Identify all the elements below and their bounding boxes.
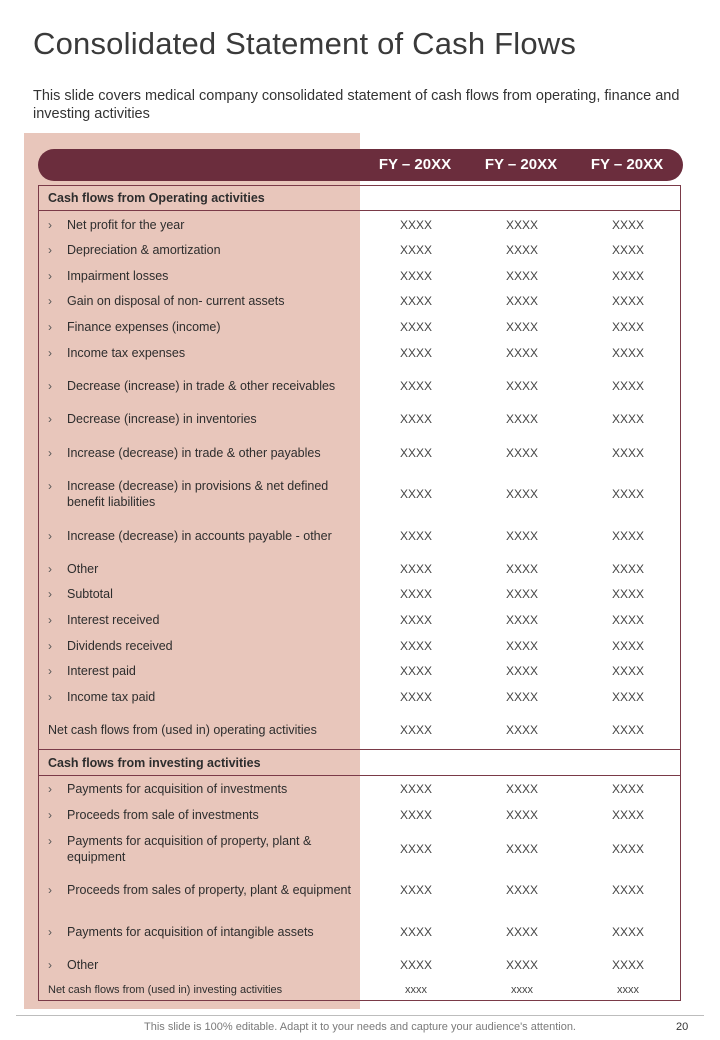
bullet-chevron-icon: › (48, 562, 52, 576)
bullet-chevron-icon: › (48, 690, 52, 704)
row-label-text: Increase (decrease) in provisions & net defined benefit liabilities (67, 479, 329, 509)
row-label-text: Payments for acquisition of property, plant & equipment (67, 834, 312, 864)
table-cell-value: XXXX (505, 925, 538, 939)
table-cell-value: XXXX (399, 958, 432, 972)
page-number: 20 (676, 1021, 689, 1033)
table-row-label (48, 924, 353, 940)
table-row-label (48, 478, 353, 510)
table-row-label (48, 561, 353, 577)
table-cell-value: XXXX (505, 243, 538, 257)
table-cell-value: XXXX (505, 562, 538, 576)
table-row-label (48, 378, 353, 394)
row-label-text: Subtotal (67, 587, 113, 601)
row-label-text: Decrease (increase) in inventories (67, 412, 257, 426)
bullet-chevron-icon: › (48, 218, 52, 232)
column-header-fy-3: FY – 20XX (590, 156, 664, 173)
table-cell-value: XXXX (505, 664, 538, 678)
table-cell-value: XXXX (611, 925, 644, 939)
section-heading-operating: Cash flows from Operating activities (48, 191, 265, 205)
row-label-text: Depreciation & amortization (67, 243, 221, 257)
table-cell-value: XXXX (399, 446, 432, 460)
bullet-chevron-icon: › (48, 925, 52, 939)
total-row-label (48, 722, 353, 738)
row-label-text: Increase (decrease) in accounts payable - other (67, 529, 332, 543)
bullet-chevron-icon: › (48, 346, 52, 360)
table-cell-value: XXXX (505, 782, 538, 796)
bullet-chevron-icon: › (48, 379, 52, 393)
table-cell-value: XXXX (399, 379, 432, 393)
table-row-label (48, 807, 353, 823)
table-cell-value: XXXX (505, 218, 538, 232)
row-label-text: Increase (decrease) in trade & other payables (67, 446, 321, 460)
bullet-chevron-icon: › (48, 958, 52, 972)
table-cell-value: XXXX (505, 269, 538, 283)
table-cell-value: XXXX (611, 562, 644, 576)
table-cell-value: XXXX (505, 690, 538, 704)
table-cell-value: XXXX (505, 587, 538, 601)
table-cell-value: XXXX (505, 808, 538, 822)
bullet-chevron-icon: › (48, 639, 52, 653)
table-row-label (48, 781, 353, 797)
bullet-chevron-icon: › (48, 479, 52, 493)
table-cell-value: XXXX (399, 808, 432, 822)
row-label-text: Decrease (increase) in trade & other receivables (67, 379, 336, 393)
table-cell-value: XXXX (399, 218, 432, 232)
table-cell-value: XXXX (611, 664, 644, 678)
divider-investing-heading (38, 775, 681, 776)
table-cell-value: XXXX (399, 883, 432, 897)
table-cell-value: XXXX (611, 446, 644, 460)
table-cell-value: XXXX (505, 883, 538, 897)
table-cell-value: XXXX (611, 412, 644, 426)
bullet-chevron-icon: › (48, 412, 52, 426)
table-row-label (48, 345, 353, 361)
table-cell-value: XXXX (611, 269, 644, 283)
table-cell-value: xxxx (511, 984, 533, 996)
table-row-label (48, 268, 353, 284)
table-cell-value: XXXX (399, 412, 432, 426)
table-cell-value: XXXX (611, 379, 644, 393)
bullet-chevron-icon: › (48, 782, 52, 796)
table-cell-value: XXXX (611, 690, 644, 704)
table-row-label (48, 638, 353, 654)
table-row-label (48, 957, 353, 973)
table-cell-value: XXXX (505, 346, 538, 360)
row-label-text: Finance expenses (income) (67, 320, 221, 334)
table-cell-value: XXXX (399, 639, 432, 653)
table-cell-value: XXXX (611, 842, 644, 856)
table-cell-value: XXXX (399, 842, 432, 856)
bullet-chevron-icon: › (48, 808, 52, 822)
table-cell-value: XXXX (505, 723, 538, 737)
bullet-chevron-icon: › (48, 294, 52, 308)
bullet-chevron-icon: › (48, 664, 52, 678)
table-cell-value: XXXX (611, 346, 644, 360)
table-row-label (48, 217, 353, 233)
table-cell-value: XXXX (611, 723, 644, 737)
table-cell-value: XXXX (399, 529, 432, 543)
page-title: Consolidated Statement of Cash Flows (33, 26, 577, 61)
table-row-label (48, 882, 353, 898)
row-label-text: Net profit for the year (67, 218, 185, 232)
table-cell-value: XXXX (611, 320, 644, 334)
table-cell-value: XXXX (399, 243, 432, 257)
table-cell-value: XXXX (399, 690, 432, 704)
row-label-text: Income tax paid (67, 690, 156, 704)
row-label-text: Income tax expenses (67, 346, 186, 360)
table-cell-value: XXXX (505, 446, 538, 460)
table-cell-value: XXXX (505, 529, 538, 543)
divider-operating-total (38, 749, 681, 750)
table-row-label (48, 663, 353, 679)
bullet-chevron-icon: › (48, 834, 52, 848)
bullet-chevron-icon: › (48, 587, 52, 601)
table-cell-value: XXXX (611, 883, 644, 897)
table-cell-value: xxxx (617, 984, 639, 996)
table-cell-value: XXXX (611, 958, 644, 972)
bullet-chevron-icon: › (48, 320, 52, 334)
row-label-text: Interest received (67, 613, 160, 627)
column-header-bar (38, 149, 683, 181)
bullet-chevron-icon: › (48, 529, 52, 543)
table-row-label (48, 528, 353, 544)
bullet-chevron-icon: › (48, 446, 52, 460)
table-cell-value: XXXX (611, 487, 644, 501)
table-cell-value: XXXX (399, 562, 432, 576)
table-cell-value: XXXX (399, 613, 432, 627)
row-label-text: Impairment losses (67, 269, 169, 283)
table-cell-value: XXXX (611, 243, 644, 257)
table-cell-value: XXXX (399, 723, 432, 737)
bullet-chevron-icon: › (48, 269, 52, 283)
row-label-text: Payments for acquisition of investments (67, 782, 288, 796)
table-row-label (48, 445, 353, 461)
table-cell-value: XXXX (399, 346, 432, 360)
table-cell-value: XXXX (611, 218, 644, 232)
table-cell-value: XXXX (505, 412, 538, 426)
table-cell-value: XXXX (611, 613, 644, 627)
table-cell-value: XXXX (505, 842, 538, 856)
table-cell-value: XXXX (505, 487, 538, 501)
table-cell-value: XXXX (399, 294, 432, 308)
table-row-label (48, 242, 353, 258)
table-row-label (48, 689, 353, 705)
table-cell-value: XXXX (611, 529, 644, 543)
table-cell-value: XXXX (399, 587, 432, 601)
table-cell-value: XXXX (399, 320, 432, 334)
table-cell-value: XXXX (505, 958, 538, 972)
table-cell-value: XXXX (399, 925, 432, 939)
row-label-text: Net cash flows from (used in) operating activities (48, 723, 317, 737)
table-cell-value: XXXX (611, 782, 644, 796)
table-cell-value: XXXX (399, 664, 432, 678)
table-cell-value: XXXX (611, 587, 644, 601)
row-label-text: Gain on disposal of non- current assets (67, 294, 285, 308)
table-cell-value: XXXX (505, 613, 538, 627)
bullet-chevron-icon: › (48, 243, 52, 257)
row-label-text: Proceeds from sale of investments (67, 808, 259, 822)
table-cell-value: XXXX (611, 294, 644, 308)
table-cell-value: XXXX (505, 294, 538, 308)
table-row-label (48, 833, 353, 865)
footer-note: This slide is 100% editable. Adapt it to your needs and capture your audience's attention. (144, 1021, 576, 1033)
table-cell-value: XXXX (505, 639, 538, 653)
page-subtitle: This slide covers medical company consolidated statement of cash flows from operating, finance and investing activities (33, 88, 680, 122)
footer-divider (16, 1015, 704, 1016)
table-cell-value: XXXX (505, 320, 538, 334)
table-row-label (48, 293, 353, 309)
column-header-fy-2: FY – 20XX (484, 156, 558, 173)
row-label-text: Other (67, 958, 99, 972)
divider-operating-heading (38, 210, 681, 211)
table-cell-value: XXXX (611, 808, 644, 822)
table-row-label (48, 612, 353, 628)
row-label-text: Other (67, 562, 99, 576)
total-row-label (48, 982, 353, 998)
table-cell-value: XXXX (399, 487, 432, 501)
row-label-text: Proceeds from sales of property, plant & equipment (67, 883, 351, 897)
section-heading-investing: Cash flows from investing activities (48, 756, 261, 770)
bullet-chevron-icon: › (48, 883, 52, 897)
table-row-label (48, 319, 353, 335)
table-cell-value: XXXX (399, 269, 432, 283)
row-label-text: Net cash flows from (used in) investing activities (48, 984, 283, 996)
column-header-fy-1: FY – 20XX (378, 156, 452, 173)
row-label-text: Dividends received (67, 639, 173, 653)
table-cell-value: XXXX (505, 379, 538, 393)
table-row-label (48, 411, 353, 427)
row-label-text: Interest paid (67, 664, 136, 678)
table-cell-value: XXXX (399, 782, 432, 796)
table-cell-value: XXXX (611, 639, 644, 653)
table-row-label (48, 586, 353, 602)
row-label-text: Payments for acquisition of intangible assets (67, 925, 314, 939)
table-cell-value: xxxx (405, 984, 427, 996)
bullet-chevron-icon: › (48, 613, 52, 627)
